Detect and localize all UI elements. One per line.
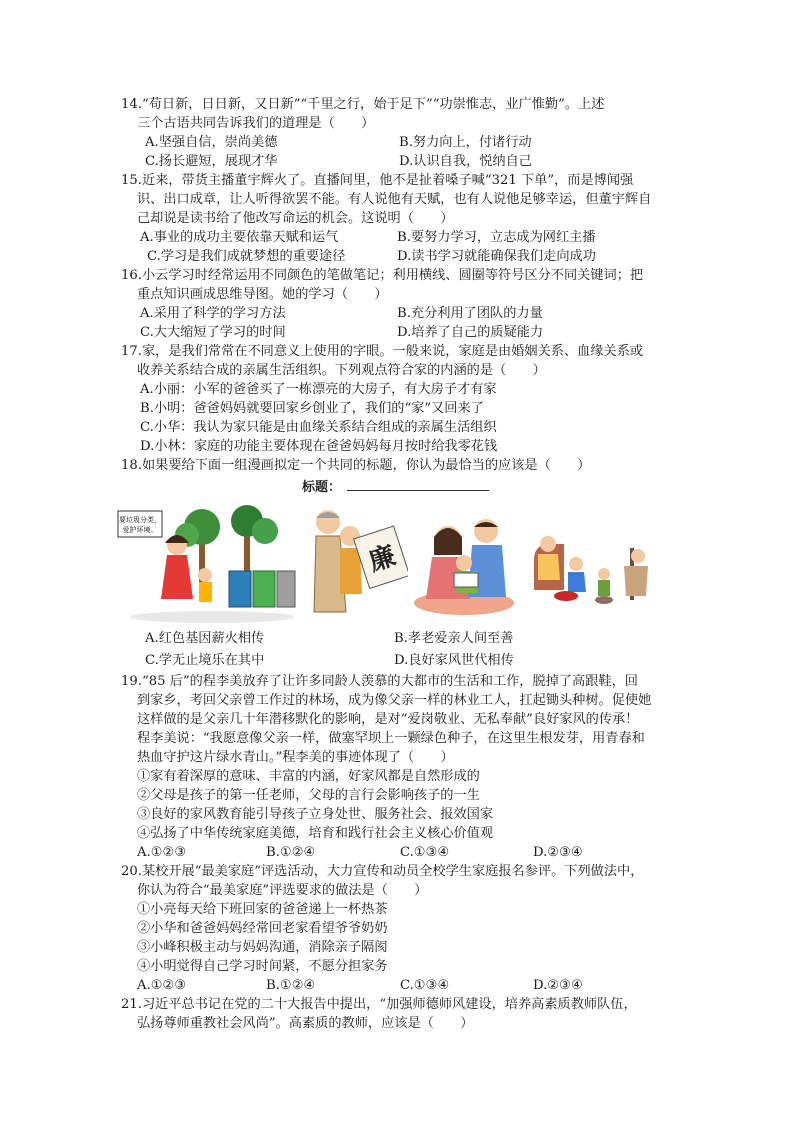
question-19-line-2: 到家乡，考回父亲曾工作过的林场，成为像父亲一样的林业工人，扛起锄头种树。促使她: [137, 693, 652, 708]
question-15-line-1: 15.近来，带货主播董宇辉火了。直播间里，他不是扯着嗓子喊“321 下单”，而是博闻强: [121, 173, 634, 188]
question-17-option-b: B.小明：爸爸妈妈就要回家乡创业了，我们的“家”又回来了: [140, 401, 484, 416]
question-19-line-3: 这样做的是父亲几十年潜移默化的影响，是对“爱岗敬业、无私奉献”良好家风的传承！: [137, 712, 639, 727]
question-14-option-c: C.扬长避短，展现才华: [145, 154, 278, 169]
question-21-line-2: 弘扬尊师重教社会风尚”。高素质的教师，应该是（ ）: [137, 1016, 474, 1031]
question-19-line-1: 19.“85 后”的程李美放弃了让许多同龄人羡慕的大都市的生活和工作，脱掉了高跟鞋，回: [121, 674, 638, 689]
question-17-option-a: A.小丽：小军的爸爸买了一栋漂亮的大房子，有大房子才有家: [140, 382, 497, 397]
question-14-option-a: A.坚强自信，崇尚美德: [145, 135, 278, 150]
question-19-statement-3: ③良好的家风教育能引导孩子立身处世、服务社会、报效国家: [137, 807, 494, 822]
comic-calligraphy: [300, 502, 408, 622]
question-16-option-c: C.大大缩短了学习的时间: [140, 325, 286, 340]
question-16-line-1: 16.小云学习时经常运用不同颜色的笔做笔记；利用横线、圆圈等符号区分不同关键词；把: [121, 268, 644, 283]
question-19-option-b: B.①②④: [266, 845, 316, 860]
question-20-statement-1: ①小亮每天给下班回家的爸爸递上一杯热茶: [137, 902, 388, 917]
question-15-option-b: B.要努力学习，立志成为网红主播: [397, 230, 596, 245]
question-16-option-b: B.充分利用了团队的力量: [397, 306, 543, 321]
question-14-option-d: D.认识自我，悦纳自己: [399, 154, 532, 169]
comic-sign-line-2: 爱护环境。: [122, 526, 158, 534]
comic-title-label: 标题：: [302, 480, 342, 495]
question-19-option-a: A.①②③: [137, 845, 187, 860]
question-14-option-b: B.努力向上，付诸行动: [399, 135, 532, 150]
question-15-option-a: A.事业的成功主要依靠天赋和运气: [140, 230, 339, 245]
question-19-statement-1: ①家有着深厚的意味、丰富的内涵，好家风都是自然形成的: [137, 769, 480, 784]
question-19-statement-2: ②父母是孩子的第一任老师，父母的言行会影响孩子的一生: [137, 788, 480, 803]
question-17-line-2: 收养关系结合成的亲属生活组织。下列观点符合家的内涵的是（ ）: [137, 363, 546, 378]
question-17-option-d: D.小林：家庭的功能主要体现在爸爸妈妈每月按时给我零花钱: [140, 439, 498, 454]
question-20-statement-3: ③小峰积极主动与妈妈沟通，消除亲子隔阂: [137, 940, 388, 955]
question-16-line-2: 重点知识画成思维导图。她的学习（ ）: [137, 287, 388, 302]
question-17-line-1: 17.家，是我们常常在不同意义上使用的字眼。一般来说，家庭是由婚姻关系、血缘关系或: [121, 344, 644, 359]
question-15-line-3: 己却说是读书给了他改写命运的机会。这说明（ ）: [137, 211, 454, 226]
question-18-option-c: C.学无止境乐在其中: [145, 653, 265, 668]
question-19-option-c: C.①③④: [400, 845, 450, 860]
question-20-option-c: C.①③④: [400, 978, 450, 993]
comic-filial-piety: [530, 530, 654, 610]
question-19-line-5: 热血守护这片绿水青山。”程李美的事迹体现了（ ）: [137, 750, 454, 765]
question-21-line-1: 21.习近平总书记在党的二十大报告中提出，“加强师德师风建设，培养高素质教师队伍，: [121, 997, 637, 1012]
question-18-option-d: D.良好家风世代相传: [394, 653, 514, 668]
comic-family-reading: [414, 515, 526, 615]
question-17-option-c: C.小华：我认为家只能是由血缘关系结合组成的亲属生活组织: [140, 420, 497, 435]
comic-title-blank: [347, 490, 489, 491]
question-18-option-b: B.孝老爱亲人间至善: [394, 631, 514, 646]
question-15-line-2: 识、出口成章，让人听得欲罢不能。有人说他有天赋，也有人说他足够幸运，但董宇辉自: [137, 192, 652, 207]
comic-banner-character: 廉: [365, 540, 400, 578]
question-20-line-1: 20.某校开展“最美家庭”评选活动，大力宣传和动员全校学生家庭报名参评。下列做法中，: [121, 864, 644, 879]
question-15-option-d: D.读书学习就能确保我们走向成功: [397, 249, 596, 264]
question-20-line-2: 你认为符合“最美家庭”评选要求的做法是（ ）: [137, 883, 428, 898]
question-15-option-c: C.学习是我们成就梦想的重要途径: [147, 249, 346, 264]
question-16-option-a: A.采用了科学的学习方法: [140, 306, 286, 321]
question-16-option-d: D.培养了自己的质疑能力: [397, 325, 544, 340]
comic-garbage-sorting: [117, 505, 300, 625]
question-19-statement-4: ④弘扬了中华传统家庭美德，培育和践行社会主义核心价值观: [137, 826, 494, 841]
question-19-line-4: 程李美说：“我愿意像父亲一样，做塞罕坝上一颗绿色种子，在这里生根发芽，用青春和: [137, 731, 645, 746]
question-20-statement-2: ②小华和爸爸妈妈经常回老家看望爷爷奶奶: [137, 921, 388, 936]
question-18-option-a: A.红色基因薪火相传: [145, 631, 265, 646]
comic-sign-line-1: 要垃圾分类，: [119, 516, 161, 524]
question-20-option-b: B.①②④: [266, 978, 316, 993]
question-14-line-2: 三个古语共同告诉我们的道理是（ ）: [137, 116, 375, 131]
question-19-option-d: D.②③④: [533, 845, 583, 860]
question-18-stem: 18.如果要给下面一组漫画拟定一个共同的标题，你认为最恰当的应该是（ ）: [121, 458, 591, 473]
question-20-option-a: A.①②③: [137, 978, 187, 993]
question-20-statement-4: ④小明觉得自己学习时间紧，不愿分担家务: [137, 959, 388, 974]
question-20-option-d: D.②③④: [533, 978, 583, 993]
question-14-line-1: 14.“苟日新，日日新，又日新”“千里之行，始于足下”“功崇惟志，业广惟勤”。上述: [121, 97, 605, 112]
